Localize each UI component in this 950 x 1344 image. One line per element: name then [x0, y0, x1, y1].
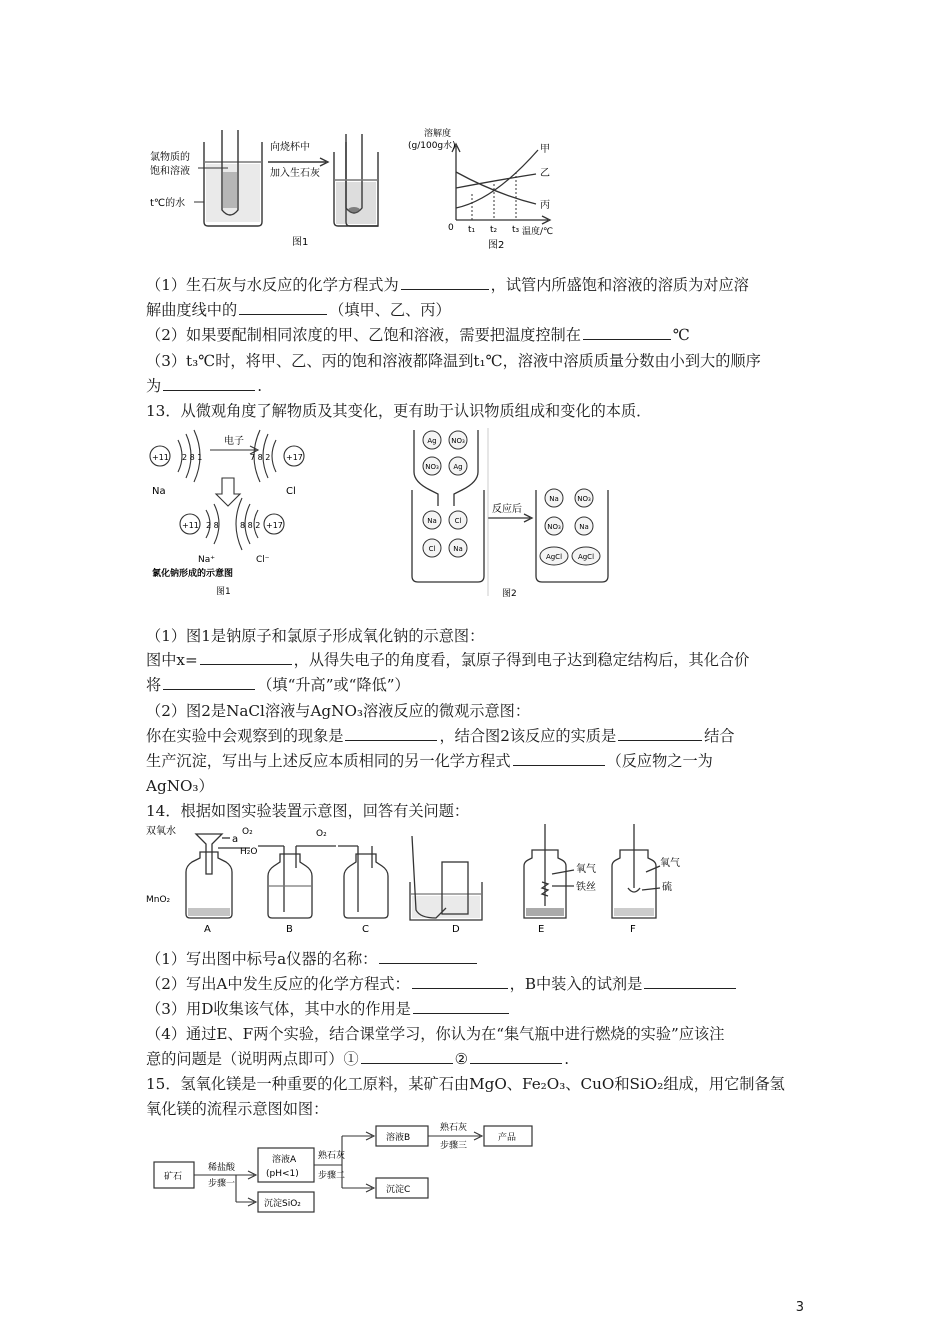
blank-q14-equation[interactable] — [412, 973, 508, 989]
curve-label-yi: 乙 — [540, 168, 550, 179]
q13-line-6: 生产沉淀，写出与上述反应本质相同的另一化学方程式 （反应物之一为 — [146, 752, 713, 770]
flow-solution-b: 溶液B — [386, 1133, 411, 1143]
flow-step1: 步骤一 — [208, 1179, 236, 1189]
fig2-ylabel-1: 溶解度 — [424, 129, 452, 139]
q15-flowchart — [146, 1118, 556, 1218]
fig1-caption: 图1 — [292, 237, 309, 248]
fig2-caption: 图2 — [488, 240, 505, 251]
bottle-c — [344, 854, 388, 918]
curve-yi — [456, 174, 536, 188]
ion-ag-1: Ag — [427, 437, 437, 445]
q14-apparatus-figure — [146, 822, 692, 936]
fig1-label-solute: 氯物质的 — [150, 152, 190, 163]
curve-label-bing: 丙 — [540, 200, 550, 211]
q12-line-1: （1）生石灰与水反应的化学方程式为 ，试管内所盛饱和溶液的溶质为对应溶 — [146, 276, 749, 294]
flow-step2: 步骤二 — [318, 1171, 346, 1181]
label-a: a — [232, 834, 239, 845]
q15-line-2: 氧化镁的流程示意图如图： — [146, 1100, 329, 1118]
blank-q14-point-1[interactable] — [361, 1048, 453, 1064]
reaction-arrow-label: 反应后 — [492, 504, 522, 515]
q13-figure-1 — [146, 428, 306, 600]
flow-acid: 稀盐酸 — [208, 1163, 236, 1173]
cl-ion-label: Cl⁻ — [256, 555, 270, 565]
fig2-label: 图2 — [502, 589, 517, 599]
agcl-1: AgCl — [545, 553, 563, 561]
q14-line-1: （1）写出图中标号a仪器的名称： — [146, 948, 479, 970]
curve-bing — [456, 172, 536, 204]
electron-label: 电子 — [224, 436, 244, 447]
na-ion-nucleus: +11 — [182, 521, 199, 530]
q14-line-5: 意的问题是（说明两点即可）① ② . — [146, 1050, 570, 1068]
label-apparatus-d: D — [452, 924, 460, 935]
label-apparatus-b: B — [286, 924, 293, 935]
fig2-ylabel-2: (g/100g水) — [408, 141, 456, 151]
cl-nucleus: +17 — [286, 453, 303, 462]
q14-title: 14．根据如图实验装置示意图，回答有关问题： — [146, 802, 470, 820]
fig1-label: 图1 — [216, 587, 231, 597]
flow-ore: 矿石 — [164, 1172, 183, 1182]
ion-no3-after-1: NO₃ — [577, 495, 591, 503]
fig1-label-add-2: 加入生石灰 — [270, 168, 320, 179]
label-sulfur: 硫 — [662, 882, 672, 893]
blank-q13-x[interactable] — [200, 649, 292, 665]
blank-q14-instrument[interactable] — [379, 948, 477, 964]
page-number: 3 — [795, 1300, 804, 1315]
ion-ag-2: Ag — [453, 463, 463, 471]
q14-line-2: （2）写出A中发生反应的化学方程式： ，B中装入的试剂是 — [146, 973, 738, 995]
label-o2-c: O₂ — [316, 829, 327, 839]
label-apparatus-e: E — [538, 924, 545, 935]
blank-q12-curve[interactable] — [239, 299, 327, 315]
fig1-label-saturated: 饱和溶液 — [150, 166, 190, 177]
blank-q13-essence[interactable] — [618, 725, 702, 741]
label-iron-wire: 铁丝 — [576, 882, 596, 893]
flow-lime-2: 熟石灰 — [440, 1123, 468, 1133]
blank-q12-order[interactable] — [163, 375, 255, 391]
ion-cl-1: Cl — [454, 517, 462, 525]
beaker-before — [412, 490, 484, 582]
na-nucleus: +11 — [152, 453, 169, 462]
flow-step3: 步骤三 — [440, 1141, 468, 1151]
flow-product: 产品 — [498, 1133, 517, 1143]
flow-solution-a: 溶液A — [272, 1155, 297, 1165]
flow-precipitate-c: 沉淀C — [386, 1185, 411, 1195]
na-ion-shells: 2 8 — [206, 521, 219, 530]
label-oxygen-f: 氧气 — [660, 858, 680, 869]
q13-line-3: 将 （填“升高”或“降低”） — [146, 676, 410, 694]
ion-no3-after-2: NO₃ — [547, 523, 561, 531]
na-shells: 2 8 1 — [182, 453, 203, 462]
tick-t1: t₁ — [468, 225, 476, 235]
ion-na-1: Na — [427, 517, 437, 525]
ion-na-after-1: Na — [549, 495, 559, 503]
ion-na-2: Na — [453, 545, 463, 553]
label-apparatus-f: F — [630, 924, 636, 935]
q12-line-5: 为 . — [146, 377, 263, 395]
label-h2o-b: H₂O — [240, 847, 258, 857]
label-mno2: MnO₂ — [146, 895, 171, 905]
q12-figure-2 — [404, 124, 560, 252]
cl-shells: 7 8 2 — [250, 453, 271, 462]
flow-precipitate-sio2: 沉淀SiO₂ — [264, 1199, 301, 1209]
agcl-2: AgCl — [577, 553, 595, 561]
label-o2-b: O₂ — [242, 827, 253, 837]
blank-q12-temperature[interactable] — [583, 324, 671, 340]
blank-q13-valence[interactable] — [163, 674, 255, 690]
q14-line-3: （3）用D收集该气体，其中水的作用是 — [146, 998, 511, 1020]
q12-line-4: （3）t₃℃时，将甲、乙、丙的饱和溶液都降温到t₁℃，溶液中溶质质量分数由小到大的顺序 — [146, 352, 761, 370]
blank-q12-equation[interactable] — [401, 274, 489, 290]
q13-title: 13．从微观角度了解物质及其变化，更有助于认识物质组成和变化的本质． — [146, 402, 652, 420]
label-oxygen-e: 氧气 — [576, 864, 596, 875]
q13-figure-2 — [408, 426, 622, 602]
q13-line-5: 你在实验中会观察到的现象是 ，结合图2该反应的实质是 结合 — [146, 727, 735, 745]
q14-line-4: （4）通过E、F两个实验，结合课堂学习，你认为在“集气瓶中进行燃烧的实验”应该注 — [146, 1025, 725, 1043]
label-apparatus-a: A — [204, 924, 211, 935]
fig1-label-water: t℃的水 — [150, 198, 186, 209]
fig2-xlabel: 温度/℃ — [522, 227, 554, 237]
ion-no3-2: NO₃ — [425, 463, 439, 471]
blank-q13-phenomenon[interactable] — [345, 725, 437, 741]
q15-line-1: 15．氢氧化镁是一种重要的化工原料，某矿石由MgO、Fe₂O₃、CuO和SiO₂组成，用它制备氢 — [146, 1075, 785, 1093]
blank-q14-water-role[interactable] — [413, 998, 509, 1014]
down-arrow-icon — [216, 478, 240, 506]
q12-line-3: （2）如果要配制相同浓度的甲、乙饱和溶液，需要把温度控制在 ℃ — [146, 326, 690, 344]
blank-q14-reagent[interactable] — [644, 973, 736, 989]
flow-ph: (pH<1) — [266, 1169, 299, 1179]
blank-q13-equation[interactable] — [513, 750, 605, 766]
q13-line-7: AgNO₃） — [146, 777, 214, 795]
ion-no3-1: NO₃ — [451, 437, 465, 445]
q13-line-1: （1）图1是钠原子和氯原子形成氧化钠的示意图： — [146, 627, 485, 645]
tick-t3: t₃ — [512, 225, 520, 235]
na-label: Na — [152, 486, 166, 497]
q13-line-2: 图中x= ，从得失电子的角度看，氯原子得到电子达到稳定结构后，其化合价 — [146, 651, 750, 669]
cl-ion-nucleus: +17 — [266, 521, 283, 530]
q13-line-4: （2）图2是NaCl溶液与AgNO₃溶液反应的微观示意图： — [146, 702, 531, 720]
label-apparatus-c: C — [362, 924, 369, 935]
blank-q14-point-2[interactable] — [470, 1048, 562, 1064]
cl-label: Cl — [286, 486, 296, 497]
tick-t2: t₂ — [490, 225, 498, 235]
q12-figure-1 — [146, 122, 382, 250]
label-hydrogen-peroxide: 双氧水 — [146, 826, 176, 837]
flow-lime-1: 熟石灰 — [318, 1151, 346, 1161]
fig2-origin: 0 — [448, 223, 454, 233]
q12-line-2: 解曲度线中的 （填甲、乙、丙） — [146, 301, 451, 319]
ion-na-after-2: Na — [579, 523, 589, 531]
na-ion-label: Na⁺ — [198, 555, 215, 565]
curve-label-jia: 甲 — [540, 144, 550, 155]
ion-cl-2: Cl — [428, 545, 436, 553]
cl-ion-shells: 8 8 2 — [240, 521, 261, 530]
fig1-title: 氯化钠形成的示意图 — [152, 569, 234, 579]
fig1-label-add-1: 向烧杯中 — [270, 142, 310, 153]
